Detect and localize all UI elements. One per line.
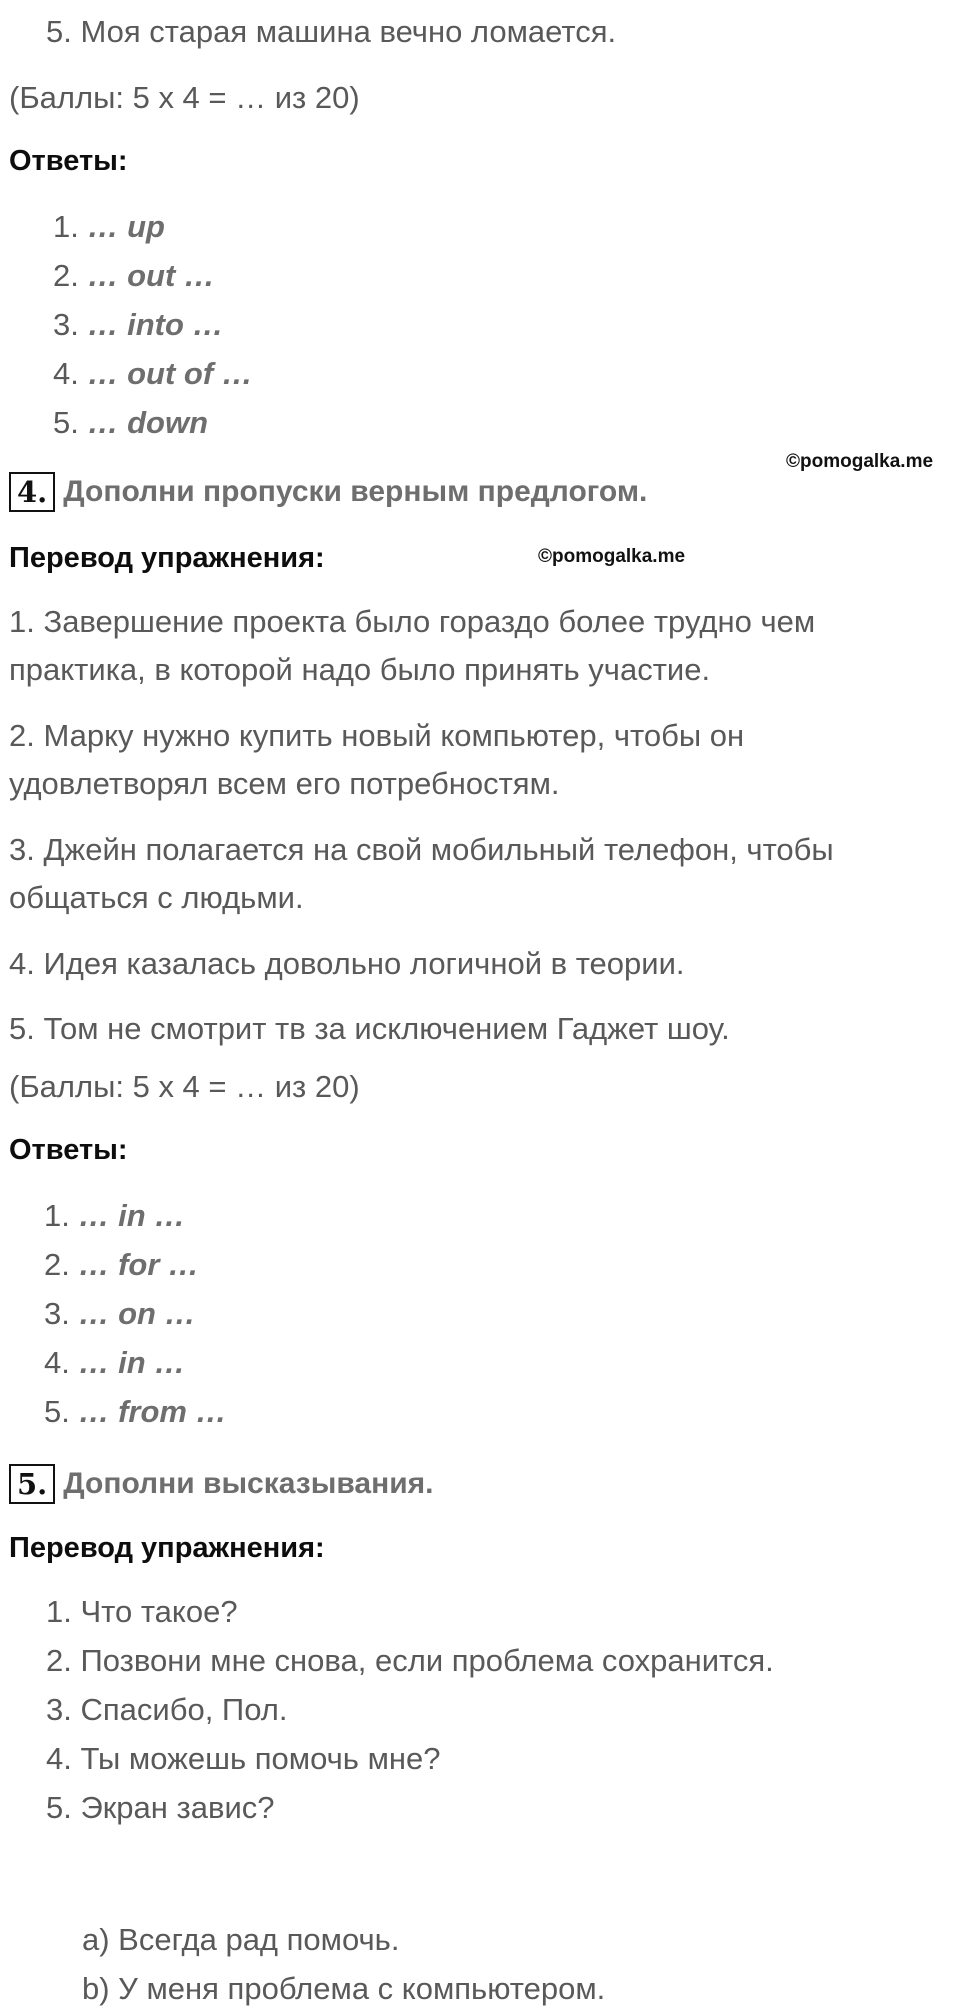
answer-number: 2. <box>44 1247 70 1282</box>
answer-item <box>44 1191 185 1240</box>
answer-number: 2. <box>53 258 79 293</box>
option-item: b) У меня проблема с компьютером. <box>82 1971 606 2006</box>
answer-text: … up <box>87 209 165 244</box>
answer-item <box>44 1240 199 1289</box>
sentence-line: 1. Завершение проекта было гораздо более трудно чем <box>9 604 816 639</box>
answer-number: 5. <box>44 1394 70 1429</box>
exercise-item: 5. Моя старая машина вечно ломается. <box>46 14 617 49</box>
answer-text: … from … <box>78 1394 227 1429</box>
score-line: (Баллы: 5 x 4 = … из 20) <box>9 80 360 115</box>
sentence-line: 5. Том не смотрит тв за исключением Гаджет шоу. <box>9 1011 730 1046</box>
translation-heading: Перевод упражнения: <box>9 1532 325 1564</box>
answer-text: … in … <box>78 1198 186 1233</box>
answer-number: 4. <box>53 356 79 391</box>
answer-text: … out … <box>87 258 215 293</box>
task-4-heading <box>9 470 647 514</box>
answer-number: 1. <box>44 1198 70 1233</box>
answer-item <box>53 300 224 349</box>
answer-number: 4. <box>44 1345 70 1380</box>
answer-text: … into … <box>87 307 224 342</box>
answer-item <box>53 349 253 398</box>
answers-heading: Ответы: <box>9 145 128 177</box>
task-number-box: 5. <box>9 1464 55 1504</box>
answer-item <box>44 1338 185 1387</box>
answer-text: … in … <box>78 1345 186 1380</box>
sentence-line: 4. Идея казалась довольно логичной в теории. <box>9 946 685 981</box>
answer-text: … down <box>87 405 209 440</box>
answer-item <box>44 1289 196 1338</box>
exercise-item: 1. Что такое? <box>46 1594 238 1629</box>
watermark: ©pomogalka.me <box>538 546 686 567</box>
watermark: ©pomogalka.me <box>786 451 934 472</box>
answer-text: … for … <box>78 1247 200 1282</box>
answer-item <box>44 1387 227 1436</box>
answer-number: 1. <box>53 209 79 244</box>
answer-number: 3. <box>53 307 79 342</box>
answer-item <box>53 202 165 251</box>
task-title: Дополни высказывания. <box>63 1467 434 1500</box>
sentence-line: 2. Марку нужно купить новый компьютер, чтобы он <box>9 718 745 753</box>
answer-item <box>53 398 208 447</box>
translation-heading: Перевод упражнения: <box>9 542 325 574</box>
exercise-item: 5. Экран завис? <box>46 1790 275 1825</box>
sentence-line: 3. Джейн полагается на свой мобильный телефон, чтобы <box>9 832 834 867</box>
exercise-item: 4. Ты можешь помочь мне? <box>46 1741 441 1776</box>
answer-text: … out of … <box>87 356 253 391</box>
task-5-heading <box>9 1462 433 1506</box>
answer-item <box>53 251 215 300</box>
score-line: (Баллы: 5 x 4 = … из 20) <box>9 1069 360 1104</box>
answer-number: 5. <box>53 405 79 440</box>
exercise-item: 2. Позвони мне снова, если проблема сохранится. <box>46 1643 774 1678</box>
task-number-box: 4. <box>9 472 55 512</box>
exercise-item: 3. Спасибо, Пол. <box>46 1692 288 1727</box>
answer-number: 3. <box>44 1296 70 1331</box>
task-title: Дополни пропуски верным предлогом. <box>63 475 648 508</box>
option-item: a) Всегда рад помочь. <box>82 1922 400 1957</box>
sentence-line: удовлетворял всем его потребностям. <box>9 766 560 801</box>
sentence-line: общаться с людьми. <box>9 880 304 915</box>
answer-text: … on … <box>78 1296 196 1331</box>
sentence-line: практика, в которой надо было принять участие. <box>9 652 711 687</box>
answers-heading: Ответы: <box>9 1134 128 1166</box>
